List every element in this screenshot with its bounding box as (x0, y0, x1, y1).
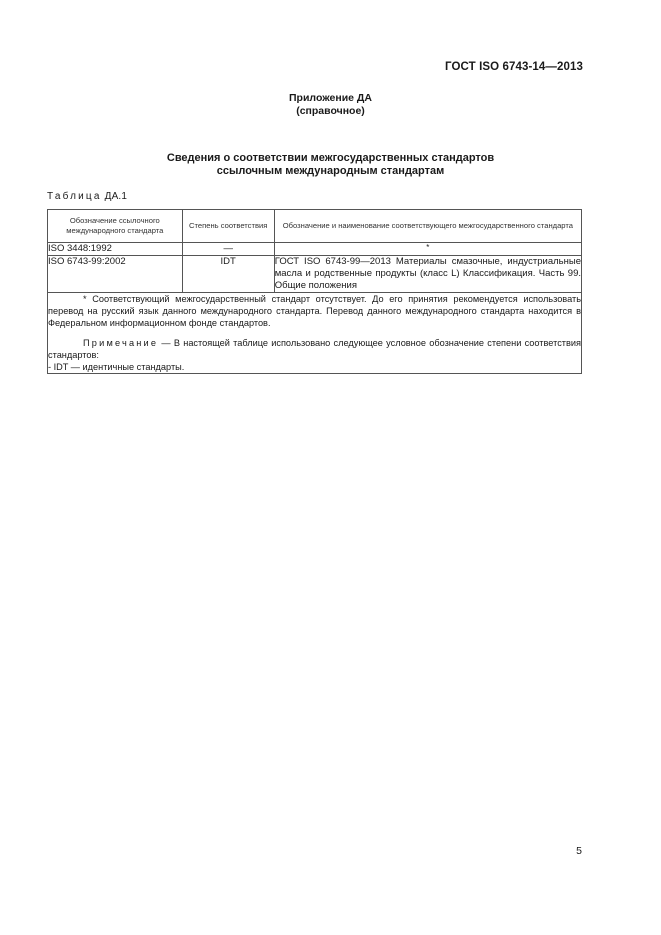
correspondence-table (47, 209, 582, 374)
section-title (0, 152, 661, 178)
note-label: Примечание (83, 338, 159, 348)
note-paragraph (48, 337, 581, 361)
cell-standard: ISO 6743-99:2002 (48, 256, 183, 293)
section-title-line-2: ссылочным международным стандартам (216, 165, 445, 177)
table-footnote-row (48, 293, 582, 374)
header-interstate-standard: Обозначение и наименование соответствующего межгосударственного стандарта (274, 210, 581, 243)
table-row (48, 256, 582, 293)
table-row (48, 243, 582, 256)
table-caption-word: Таблица (47, 191, 102, 202)
table-caption (47, 191, 127, 202)
cell-description: ГОСТ ISO 6743-99—2013 Материалы смазочные, индустриальные масла и родственные продукты (класс L) Классификация. Часть 99. Общие положения (274, 256, 581, 291)
note-item: - IDT — идентичные стандарты. (48, 362, 185, 372)
table-footnote-cell (48, 293, 582, 374)
cell-description: * (274, 243, 581, 256)
annex-title: Приложение ДА (289, 92, 372, 104)
header-reference-standard: Обозначение ссылочного международного стандарта (48, 210, 183, 243)
document-code: ГОСТ ISO 6743-14—2013 (445, 61, 583, 73)
cell-standard: ISO 3448:1992 (48, 243, 183, 256)
annex-subtitle: (справочное) (296, 105, 365, 117)
cell-degree: — (182, 243, 274, 256)
header-degree: Степень соответствия (182, 210, 274, 243)
page-number: 5 (576, 845, 582, 857)
table-header-row (48, 210, 582, 243)
cell-degree: IDT (182, 256, 274, 293)
note-text: — В настоящей таблице использовано следующее условное обозначение степени соответствия стандартов: (48, 338, 581, 360)
footnote-text: * Соответствующий межгосударственный стандарт отсутствует. До его принятия рекомендуется использовать перевод на русский язык данного международного стандарта. Перевод данного международного стандарта находится в Федеральном информационном фонде стандартов. (48, 294, 581, 328)
table-caption-id: ДА.1 (104, 191, 128, 202)
section-title-line-1: Сведения о соответствии межгосударственных стандартов (166, 152, 495, 164)
